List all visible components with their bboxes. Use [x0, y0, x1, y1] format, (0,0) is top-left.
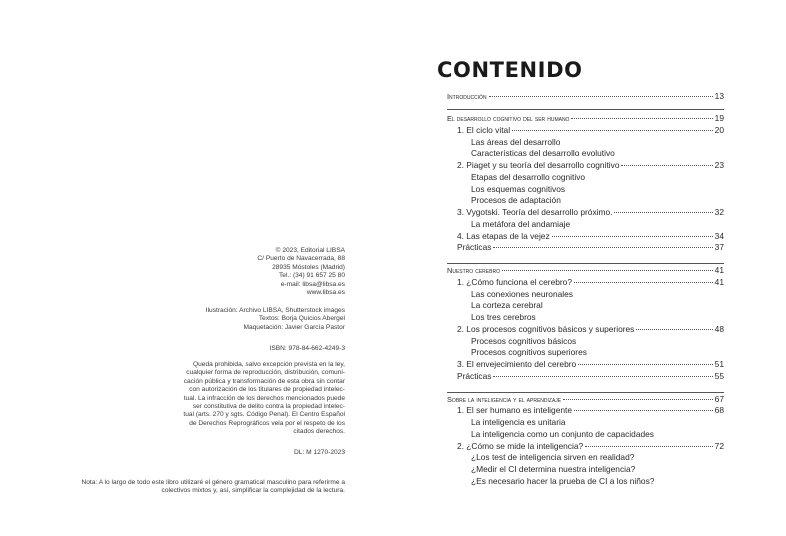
- toc-practice[interactable]: [457, 371, 724, 382]
- toc-subtopic: La inteligencia como un conjunto de capacidades: [471, 428, 654, 439]
- dot-leader: [621, 165, 712, 166]
- website-line: www.libsa.es: [306, 289, 345, 297]
- isbn: ISBN: 978-84-662-4249-3: [269, 345, 345, 352]
- address-line: C/ Puerto de Navacerrada, 88: [257, 255, 345, 263]
- dot-leader: [571, 118, 712, 119]
- dot-leader: [489, 96, 713, 97]
- toc-subtopic: Etapas del desarrollo cognitivo: [471, 171, 586, 182]
- page-number: 20: [714, 124, 724, 135]
- toc-chapter[interactable]: [457, 125, 724, 136]
- dot-leader: [563, 399, 713, 400]
- toc-subtopic: ¿Es necesario hacer la prueba de CI a los niños?: [471, 475, 655, 486]
- dot-leader: [578, 364, 712, 365]
- toc-chapter[interactable]: [457, 441, 724, 452]
- rights-line: cación pública y transformación de esta obra sin contar: [183, 377, 345, 385]
- toc-chapter[interactable]: [457, 324, 724, 335]
- dot-leader: [493, 247, 712, 248]
- toc-section[interactable]: [447, 394, 724, 405]
- rights-line: con autorización de los titulares de propiedad intelec-: [189, 386, 345, 394]
- page-number: 41: [714, 276, 724, 287]
- toc-title: CONTENIDO: [437, 58, 583, 82]
- note-line: Nota: A lo largo de todo este libro utilizaré el género gramatical masculino para referirme a: [81, 479, 345, 486]
- toc-chapter-label: 2. Los procesos cognitivos básicos y superiores: [457, 323, 635, 334]
- toc-subtopic: La corteza cerebral: [471, 300, 543, 311]
- section-divider: [447, 109, 724, 110]
- toc-chapter-label: 3. Vygotski. Teoría del desarrollo próximo.: [457, 207, 613, 217]
- toc-section-label: Sobre la inteligencia y el aprendizaje: [447, 394, 562, 404]
- rights-line: tual (arts. 270 y sgts. Código Penal). El Centro Español: [183, 411, 345, 419]
- toc-subtopic: Los tres cerebros: [471, 312, 536, 322]
- page-number: 55: [714, 370, 724, 381]
- dot-leader: [493, 376, 712, 377]
- toc-chapter[interactable]: [457, 359, 724, 370]
- dot-leader: [502, 270, 713, 271]
- page-number: 32: [714, 207, 724, 217]
- dot-leader: [552, 236, 713, 237]
- page-number: 41: [714, 265, 724, 275]
- toc-subtopic: Características del desarrollo evolutivo: [471, 148, 615, 159]
- toc-subtopic: ¿Los test de inteligencia sirven en realidad?: [471, 452, 635, 463]
- toc-section-label: El desarrollo cognitivo del ser humano: [447, 114, 570, 123]
- section-divider: [447, 392, 724, 393]
- toc-chapter[interactable]: [457, 207, 724, 218]
- toc-section-label: Nuestro cerebro: [447, 266, 500, 275]
- publisher-info: [165, 247, 345, 297]
- legal-deposit: DL: M 1270-2023: [294, 449, 345, 456]
- page-number: 19: [714, 113, 724, 123]
- toc-chapter-label: 2. ¿Cómo se mide la inteligencia?: [457, 440, 584, 451]
- layout-credit: Maquetación: Javier García Pastor: [243, 323, 345, 331]
- toc-chapter[interactable]: [457, 405, 724, 416]
- page-number: 13: [714, 91, 724, 101]
- dot-leader: [614, 212, 712, 213]
- toc-entry-intro-label: Introducción: [447, 92, 487, 101]
- toc-chapter-label: 3. El envejecimiento del cerebro: [457, 359, 577, 369]
- page-number: 51: [714, 359, 724, 369]
- dot-leader: [585, 446, 713, 447]
- page-number: 68: [714, 405, 724, 416]
- page-number: 37: [714, 242, 724, 253]
- dot-leader: [574, 282, 713, 283]
- toc-subtopic: Las conexiones neuronales: [471, 288, 573, 299]
- text-credit: Textos: Borja Quicios Abergel: [258, 315, 345, 323]
- toc-chapter[interactable]: [457, 231, 724, 242]
- section-divider: [447, 263, 724, 264]
- toc-subtopic: ¿Medir el CI determina nuestra inteligencia?: [471, 464, 636, 474]
- copyright-line: © 2023, Editorial LIBSA: [275, 247, 345, 254]
- toc-chapter[interactable]: [457, 277, 724, 288]
- toc-entry-intro[interactable]: [447, 91, 724, 102]
- page-number: 67: [714, 393, 724, 404]
- toc-practice[interactable]: [457, 242, 724, 253]
- toc-practice-label: Prácticas: [457, 242, 492, 253]
- rights-line: citados derechos.: [293, 428, 345, 436]
- rights-notice: [170, 361, 345, 437]
- toc-practice-label: Prácticas: [457, 370, 492, 381]
- dot-leader: [636, 329, 712, 330]
- toc-subtopic: Los esquemas cognitivos: [471, 183, 566, 194]
- page-number: 23: [714, 160, 724, 170]
- rights-line: ser constitutiva de delito contra la propiedad intelec-: [192, 403, 345, 411]
- toc-subtopic: Procesos cognitivos básicos: [471, 335, 577, 346]
- credits: [165, 307, 345, 332]
- dot-leader: [512, 130, 713, 131]
- toc-chapter-label: 2. Piaget y su teoría del desarrollo cognitivo: [457, 160, 620, 170]
- toc-section[interactable]: [447, 265, 724, 276]
- rights-line: de Derechos Reprográficos vela por el respeto de los: [189, 419, 345, 427]
- gender-note: [35, 479, 345, 496]
- rights-line: cualquier forma de reproducción, distribución, comuni-: [186, 369, 345, 377]
- toc-chapter-label: 1. El ciclo vital: [457, 124, 511, 135]
- email-line: e-mail: libsa@libsa.es: [280, 280, 345, 288]
- toc-subtopic: La inteligencia es unitaria: [471, 417, 566, 427]
- city-line: 28935 Móstoles (Madrid): [272, 263, 345, 271]
- note-line: colectivos mixtos y, así, simplificar la complejidad de la lectura.: [161, 487, 345, 495]
- toc-chapter-label: 1. ¿Cómo funciona el cerebro?: [457, 276, 572, 287]
- rights-line: Queda prohibida, salvo excepción prevista en la ley,: [193, 361, 345, 368]
- toc-subtopic: Las áreas del desarrollo: [471, 136, 561, 147]
- toc-chapter-label: 1. El ser humano es inteligente: [457, 405, 572, 416]
- page-number: 72: [714, 440, 724, 451]
- toc-subtopic: Procesos de adaptación: [471, 195, 561, 206]
- dot-leader: [574, 410, 713, 411]
- toc-section[interactable]: [447, 113, 724, 124]
- toc-chapter[interactable]: [457, 160, 724, 171]
- toc-subtopic: La metáfora del andamiaje: [471, 218, 571, 229]
- toc-subtopic: Procesos cognitivos superiores: [471, 347, 587, 358]
- page-number: 34: [714, 230, 724, 241]
- toc-chapter-label: 4. Las etapas de la vejez: [457, 230, 550, 241]
- rights-line: tual. La infracción de los derechos mencionados puede: [183, 394, 345, 402]
- illustration-credit: Ilustración: Archivo LIBSA, Shutterstock images: [205, 307, 345, 314]
- phone-line: Tel.: (34) 91 657 25 80: [279, 272, 345, 280]
- page-number: 48: [714, 323, 724, 334]
